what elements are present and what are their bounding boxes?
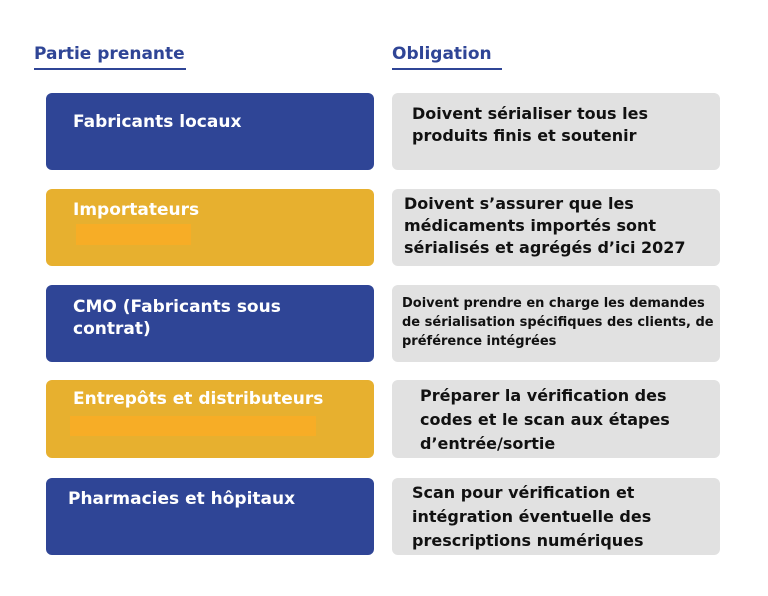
stakeholder-label: Fabricants locaux	[73, 112, 242, 132]
label-highlight	[70, 416, 316, 436]
obligation-text: Préparer la vérification des codes et le scan aux étapes d’entrée/sortie	[420, 386, 670, 453]
obligation-column-header: Obligation	[392, 44, 492, 64]
stakeholder-box-warehouses-distributors	[46, 380, 374, 458]
stakeholder-box-pharmacies-hospitals	[46, 478, 374, 555]
stakeholder-column-header: Partie prenante	[34, 44, 185, 64]
stakeholder-label: Entrepôts et distributeurs	[73, 389, 324, 409]
stakeholder-box-importers	[46, 189, 374, 266]
stakeholder-label: Importateurs	[73, 200, 200, 220]
stakeholder-header-underline	[34, 68, 186, 70]
obligation-box-importers	[392, 189, 720, 266]
stakeholder-label: Pharmacies et hôpitaux	[68, 489, 296, 509]
obligation-box-local-manufacturers	[392, 93, 720, 170]
obligation-text: Scan pour vérification et intégration éventuelle des prescriptions numériques	[412, 483, 652, 550]
obligation-header-underline	[392, 68, 502, 70]
obligation-box-cmo	[392, 285, 720, 362]
stakeholder-box-cmo	[46, 285, 374, 362]
label-highlight	[76, 224, 191, 245]
obligation-text: Doivent prendre en charge les demandes de sérialisation spécifiques des clients, de préférence intégrées	[402, 296, 714, 349]
stakeholder-label: CMO (Fabricants sous contrat)	[73, 297, 281, 339]
obligation-box-warehouses-distributors	[392, 380, 720, 458]
obligation-box-pharmacies-hospitals	[392, 478, 720, 555]
obligation-text: Doivent s’assurer que les médicaments importés sont sérialisés et agrégés d’ici 2027	[404, 194, 686, 257]
obligation-text: Doivent sérialiser tous les produits finis et soutenir	[412, 104, 648, 145]
stakeholder-box-local-manufacturers	[46, 93, 374, 170]
